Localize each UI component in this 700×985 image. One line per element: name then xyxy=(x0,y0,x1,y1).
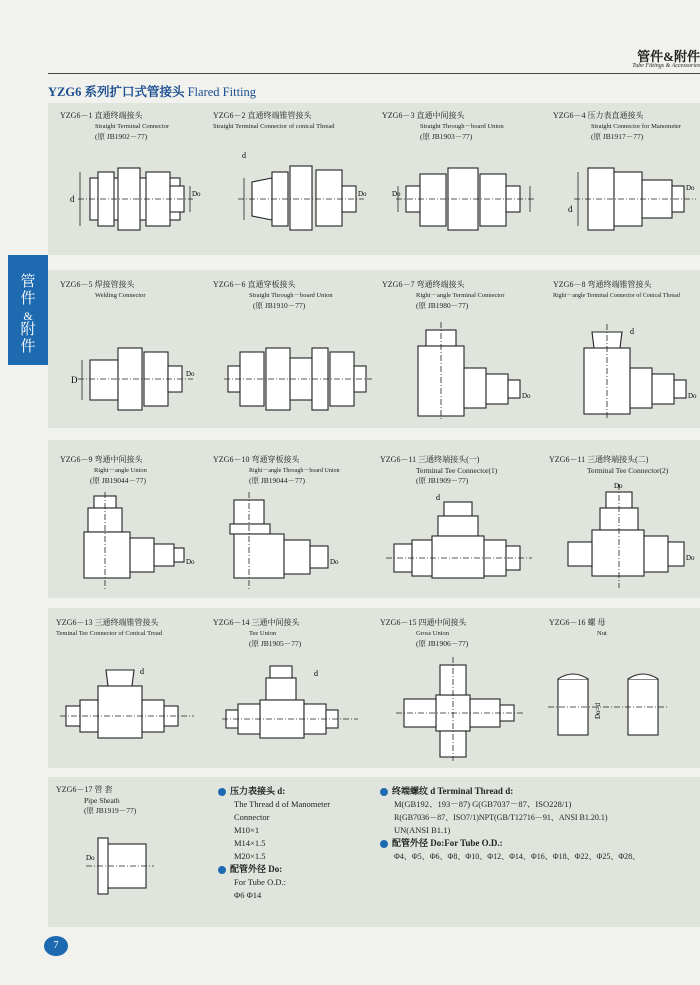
info-line: Connector xyxy=(234,812,270,822)
right-angle-terminal-drawing xyxy=(408,322,531,422)
welding-connector-drawing xyxy=(68,330,198,420)
item-standard: (原 JB1917－77) xyxy=(591,132,644,141)
bullet-icon xyxy=(218,788,226,796)
item-caption xyxy=(553,111,681,143)
item-number: YZG6－14 三通中间接头 xyxy=(213,618,300,627)
manometer-connector-drawing xyxy=(566,150,700,242)
dim-label: d xyxy=(140,667,144,676)
item-number: YZG6－7 弯通终端接头 xyxy=(382,280,465,289)
item-english: Terminal Tee Connector(1) xyxy=(416,465,498,475)
dim-label: D xyxy=(71,375,78,385)
dim-label: Do xyxy=(688,392,697,400)
dim-label: Do xyxy=(392,190,401,198)
item-standard: (原 JB19044－77) xyxy=(90,476,147,485)
dim-label: Do xyxy=(686,184,695,192)
item-english: Right－angle Union xyxy=(94,466,147,474)
item-caption xyxy=(380,455,497,487)
info-line: Φ4、Φ5、Φ6、Φ8、Φ10、Φ12、Φ14、Φ16、Φ18、Φ22、Φ25、Φ28、 xyxy=(394,852,641,861)
page-title-en: Flared Fitting xyxy=(187,85,257,99)
dim-label: d xyxy=(70,194,75,204)
info-heading: 压力表接头 d: xyxy=(230,786,286,796)
page-title-code: YZG6 xyxy=(48,85,82,99)
item-caption xyxy=(382,111,504,143)
straight-terminal-conical-drawing xyxy=(230,148,370,240)
item-caption xyxy=(382,280,505,312)
item-caption xyxy=(380,618,468,650)
item-english: Welding Connector xyxy=(95,291,146,299)
header-subtitle: Tube Fittings & Accessories xyxy=(632,63,700,69)
item-number: YZG6－11 三通终端接头(二) xyxy=(549,455,649,464)
item-caption xyxy=(213,111,335,132)
dim-label: Do xyxy=(186,370,195,378)
item-number: YZG6－11 三通终端接头(一) xyxy=(380,455,480,464)
side-tab-char: 件 xyxy=(20,339,36,355)
dim-label: d xyxy=(630,327,634,336)
side-tab-char: 管 xyxy=(20,274,36,290)
item-number: YZG6－13 三通终端锥管接头 xyxy=(56,618,159,627)
item-english: Right－angle Terminal Connector of Conical Thread xyxy=(553,292,680,299)
page-title-cn: 系列扩口式管接头 xyxy=(84,85,185,99)
item-number: YZG6－10 弯通穿板接头 xyxy=(213,455,300,464)
terminal-tee-connector-2-drawing xyxy=(560,480,698,592)
item-number: YZG6－8 弯通终端锥管接头 xyxy=(553,280,652,289)
dim-label: Do xyxy=(522,392,531,400)
side-tab-char: 附 xyxy=(20,322,36,338)
item-english: Straight Through－board Union xyxy=(249,291,333,299)
nut-drawing xyxy=(548,665,698,745)
terminal-tee-conical-drawing xyxy=(60,660,200,756)
item-standard: (原 JB1905－77) xyxy=(249,639,302,648)
page-title xyxy=(48,82,256,100)
side-tab-char: 件 xyxy=(20,291,36,307)
header-title: 管件&附件 xyxy=(637,49,700,64)
item-number: YZG6－1 直通终端接头 xyxy=(60,111,143,120)
info-line: M10×1 xyxy=(234,825,260,835)
info-line: Φ6 Φ14 xyxy=(234,890,262,900)
item-caption xyxy=(549,618,607,639)
item-number: YZG6－2 直通终端锥管接头 xyxy=(213,111,312,120)
info-line: M14×1.5 xyxy=(234,838,266,848)
header-rule xyxy=(48,73,700,74)
info-heading: 配管外径 Do: xyxy=(230,864,283,874)
item-caption xyxy=(56,785,136,817)
tee-union-drawing xyxy=(222,660,362,756)
item-caption xyxy=(60,455,147,487)
item-english: Right－angle Terminal Connector xyxy=(416,291,505,299)
item-caption xyxy=(60,111,169,143)
bullet-icon xyxy=(380,788,388,796)
item-number: YZG6－5 焊接管接头 xyxy=(60,280,135,289)
bullet-icon xyxy=(380,840,388,848)
info-line: UN(ANSI B1.1) xyxy=(394,825,451,835)
item-caption xyxy=(553,280,680,301)
dim-label: Do xyxy=(86,854,95,862)
item-caption xyxy=(213,618,301,650)
right-angle-terminal-conical-drawing xyxy=(574,322,698,422)
item-standard: (原 JB1906－77) xyxy=(416,639,469,648)
bullet-icon xyxy=(218,866,226,874)
pipe-sheath-drawing xyxy=(76,830,156,900)
dim-label: Do=d xyxy=(594,702,602,719)
page-number: 7 xyxy=(44,936,68,956)
item-standard: (原 JB19044－77) xyxy=(249,476,306,485)
right-angle-through-board-union-drawing xyxy=(224,492,348,592)
side-tab-char: & xyxy=(23,309,33,323)
item-number: YZG6－16 螺 母 xyxy=(549,618,606,627)
dim-label: Do xyxy=(686,554,695,562)
item-english: Terminal Tee Connector(2) xyxy=(587,465,669,475)
item-english: Straight Through－board Union xyxy=(420,122,504,130)
dim-label: Do xyxy=(186,558,195,566)
item-english: Tee Union xyxy=(249,629,277,637)
dim-label: d xyxy=(314,669,318,678)
item-number: YZG6－17 管 套 xyxy=(56,785,113,794)
item-standard: (原 JB1903－77) xyxy=(420,132,473,141)
item-english: Straight Terminal Connector of conical Thread xyxy=(213,122,335,130)
cross-union-drawing xyxy=(392,655,532,763)
straight-terminal-connector-drawing xyxy=(68,150,201,240)
dim-label: Do xyxy=(358,190,367,198)
item-number: YZG6－15 四通中间接头 xyxy=(380,618,467,627)
terminal-thread-info xyxy=(380,785,640,863)
item-standard: (原 JB1910－77) xyxy=(253,301,306,310)
item-english: Straight Connector for Manometer xyxy=(591,122,682,130)
side-tab xyxy=(8,255,48,365)
item-caption xyxy=(549,455,668,476)
item-english: Nut xyxy=(597,629,607,637)
item-english: Gross Union xyxy=(416,629,450,637)
straight-through-union-drawing xyxy=(392,150,540,240)
item-caption xyxy=(213,455,340,487)
dim-label: d xyxy=(436,493,440,502)
item-english: Teminal Tee Connector of Conical Tread xyxy=(56,629,163,637)
manometer-thread-info xyxy=(218,785,330,902)
item-number: YZG6－4 压力表直通接头 xyxy=(553,111,644,120)
item-number: YZG6－3 直通中间接头 xyxy=(382,111,465,120)
terminal-tee-connector-1-drawing xyxy=(386,492,534,592)
info-line: R(GB7036－87、ISO7/1)NPT(GB/T12716－91、ANSI B1.20.1) xyxy=(394,813,608,822)
item-english: Pipe Sheath xyxy=(84,795,120,805)
dim-label: Do xyxy=(614,482,623,490)
item-english: Right－angle Through－board Union xyxy=(249,467,340,474)
straight-through-board-union-drawing xyxy=(224,330,374,420)
right-angle-union-drawing xyxy=(72,492,196,592)
item-english: Straight Terminal Connector xyxy=(95,122,170,130)
info-heading: 配管外径 Do:For Tube O.D.: xyxy=(392,838,503,848)
item-caption xyxy=(60,280,146,301)
dim-label: d xyxy=(242,151,246,160)
info-line: For Tube O.D.: xyxy=(234,877,286,887)
item-caption xyxy=(56,618,162,639)
info-line: M(GB192、193－87) G(GB7037－87、ISO228/1) xyxy=(394,799,572,809)
dim-label: d xyxy=(568,204,573,214)
item-number: YZG6－6 直通穿板接头 xyxy=(213,280,296,289)
dim-label: Do xyxy=(330,558,339,566)
dim-label: Do xyxy=(192,190,201,198)
item-standard: (原 JB1919－77) xyxy=(84,806,137,815)
item-standard: (原 JB1980－77) xyxy=(416,301,469,310)
info-line: M20×1.5 xyxy=(234,851,266,861)
item-standard: (原 JB1902－77) xyxy=(95,132,148,141)
info-heading: 终端螺纹 d Terminal Thread d: xyxy=(392,786,514,796)
item-number: YZG6－9 弯通中间接头 xyxy=(60,455,143,464)
item-standard: (原 JB1909－77) xyxy=(416,476,469,485)
info-line: The Thread d of Manometer xyxy=(234,799,331,809)
item-caption xyxy=(213,280,333,312)
